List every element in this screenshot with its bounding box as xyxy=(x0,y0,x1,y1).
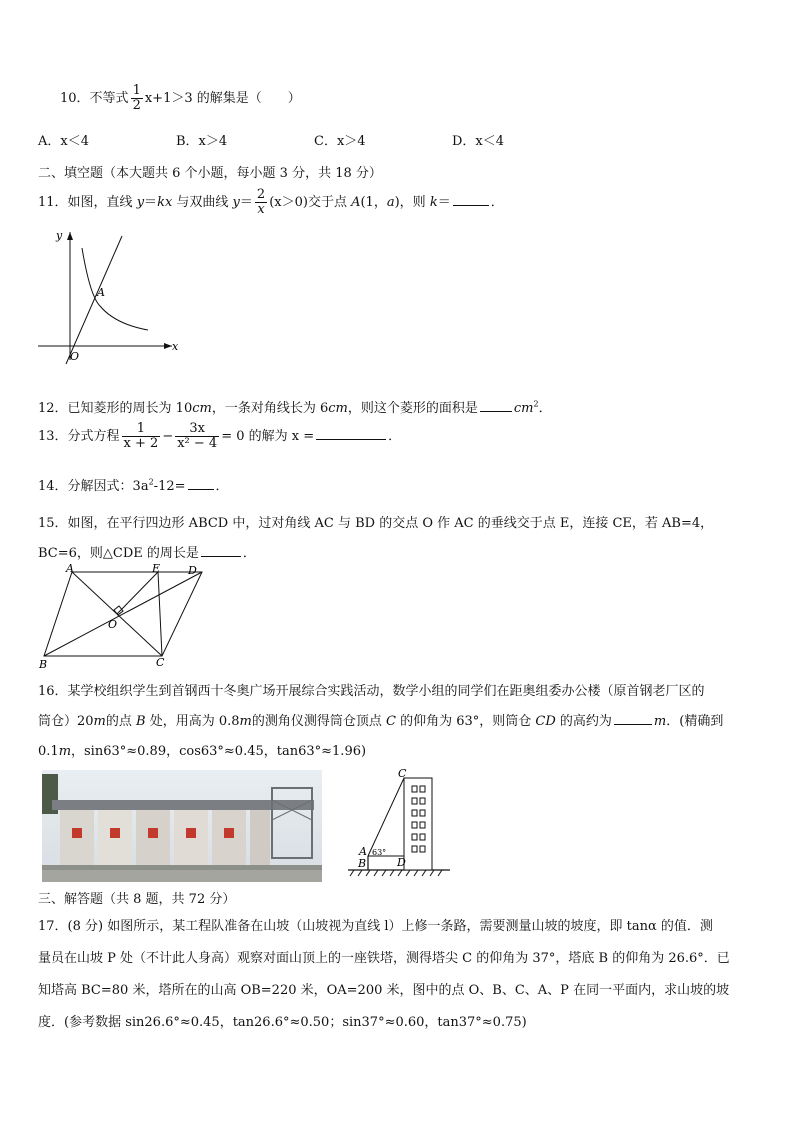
y-axis-label: y xyxy=(56,229,63,242)
question-14: 14．分解因式：$3a^2-12=$ ． xyxy=(38,477,229,494)
fraction: $\frac{2}{x}$ xyxy=(256,187,266,217)
question-12: 12．已知菱形的周长为 10cm，一条对角线长为 6cm，则这个菱形的面积是 $cm^2$． xyxy=(38,399,552,416)
section-3-heading: 三、解答题（共 8 题，共 72 分） xyxy=(38,892,236,907)
vertex-d-label: D xyxy=(188,564,197,577)
point-e-label: E xyxy=(152,562,161,575)
question-17-line-2: 量员在山坡 P 处（不计此人身高）观察对面山顶上的一座铁塔，测得塔尖 C 的仰角为 37°，塔底 B 的仰角为 26.6°．已 xyxy=(38,951,730,966)
question-16-line-3: 0.1m，sin63°≈0.89，cos63°≈0.45，tan63°≈1.96) xyxy=(38,744,367,759)
vertex-b-label: B xyxy=(39,658,48,671)
question-11: 11．如图，直线 y＝kx 与双曲线 y＝ $\frac{2}{x}$ (x＞0)交于点 A(1，a)，则 k＝ ． xyxy=(38,187,504,217)
question-15-line-2: BC=6，则△CDE 的周长是 ． xyxy=(38,546,256,561)
point-d-label: D xyxy=(397,856,406,869)
vertex-c-label: C xyxy=(398,767,407,780)
answer-blank xyxy=(614,712,652,725)
point-b-label: B xyxy=(358,857,367,870)
point-a-label: A xyxy=(359,845,367,858)
vertex-a-label: A xyxy=(66,562,74,575)
answer-blank xyxy=(480,399,512,412)
question-10: 10．不等式 $\frac{1}{2}$ x+1＞3 的解集是（ ） xyxy=(60,83,301,113)
question-17-line-3: 知塔高 BC=80 米，塔所在的山高 OB=220 米，OA=200 米，图中的点 O、B、C、A、P 在同一平面内，求山坡的坡 xyxy=(38,983,730,998)
answer-blank xyxy=(188,477,214,490)
point-a-label: A xyxy=(97,286,105,299)
parallelogram-figure xyxy=(36,562,216,672)
origin-label: O xyxy=(70,350,80,363)
question-13: 13．分式方程 $\frac{1}{x + 2}$ − $\frac{3x}{\text{x² − 4}}$ = 0 的解为 x = ． xyxy=(38,421,402,451)
option-d: D．x＜4 xyxy=(452,134,505,149)
option-c: C．x＞4 xyxy=(314,134,366,149)
fraction: $\frac{3x}{\text{x² − 4}}$ xyxy=(177,421,218,451)
question-17-line-4: 度．(参考数据 sin26.6°≈0.45，tan26.6°≈0.50；sin37°≈0.60，tan37°≈0.75) xyxy=(38,1015,527,1030)
x-axis-label: x xyxy=(172,340,179,353)
angle-label: 63° xyxy=(372,848,387,857)
vertex-c-label: C xyxy=(156,656,165,669)
fraction: $\frac{1}{2}$ xyxy=(132,83,141,113)
point-o-label: O xyxy=(108,618,118,631)
answer-blank xyxy=(201,544,241,557)
question-16-line-2: 筒仓）20m的点 B 处，用高为 0.8m的测角仪测得筒仓顶点 C 的仰角为 63°，则筒仓 CD 的高约为 m．(精确到 xyxy=(38,714,724,729)
section-2-heading: 二、填空题（本大题共 6 个小题，每小题 3 分，共 18 分） xyxy=(38,166,382,181)
option-b: B．x＞4 xyxy=(176,134,228,149)
question-17-line-1: 17．(8 分) 如图所示，某工程队准备在山坡（山坡视为直线 l）上修一条路，需要测量山坡的坡度，即 tanα 的值．测 xyxy=(38,919,713,934)
hyperbola-figure xyxy=(30,226,190,366)
question-15-line-1: 15．如图，在平行四边形 ABCD 中，过对角线 AC 与 BD 的交点 O 作 AC 的垂线交于点 E，连接 CE，若 AB=4， xyxy=(38,516,714,531)
option-a: A．x＜4 xyxy=(38,134,89,149)
question-16-line-1: 16．某学校组织学生到首钢西十冬奥广场开展综合实践活动，数学小组的同学们在距奥组委办公楼（原首钢老厂区的 xyxy=(38,684,705,699)
answer-blank xyxy=(453,193,489,206)
fraction: $\frac{1}{x + 2}$ xyxy=(123,421,159,451)
answer-blank xyxy=(316,427,386,440)
silo-building-photo xyxy=(42,770,322,882)
silo-angle-diagram xyxy=(340,764,460,882)
